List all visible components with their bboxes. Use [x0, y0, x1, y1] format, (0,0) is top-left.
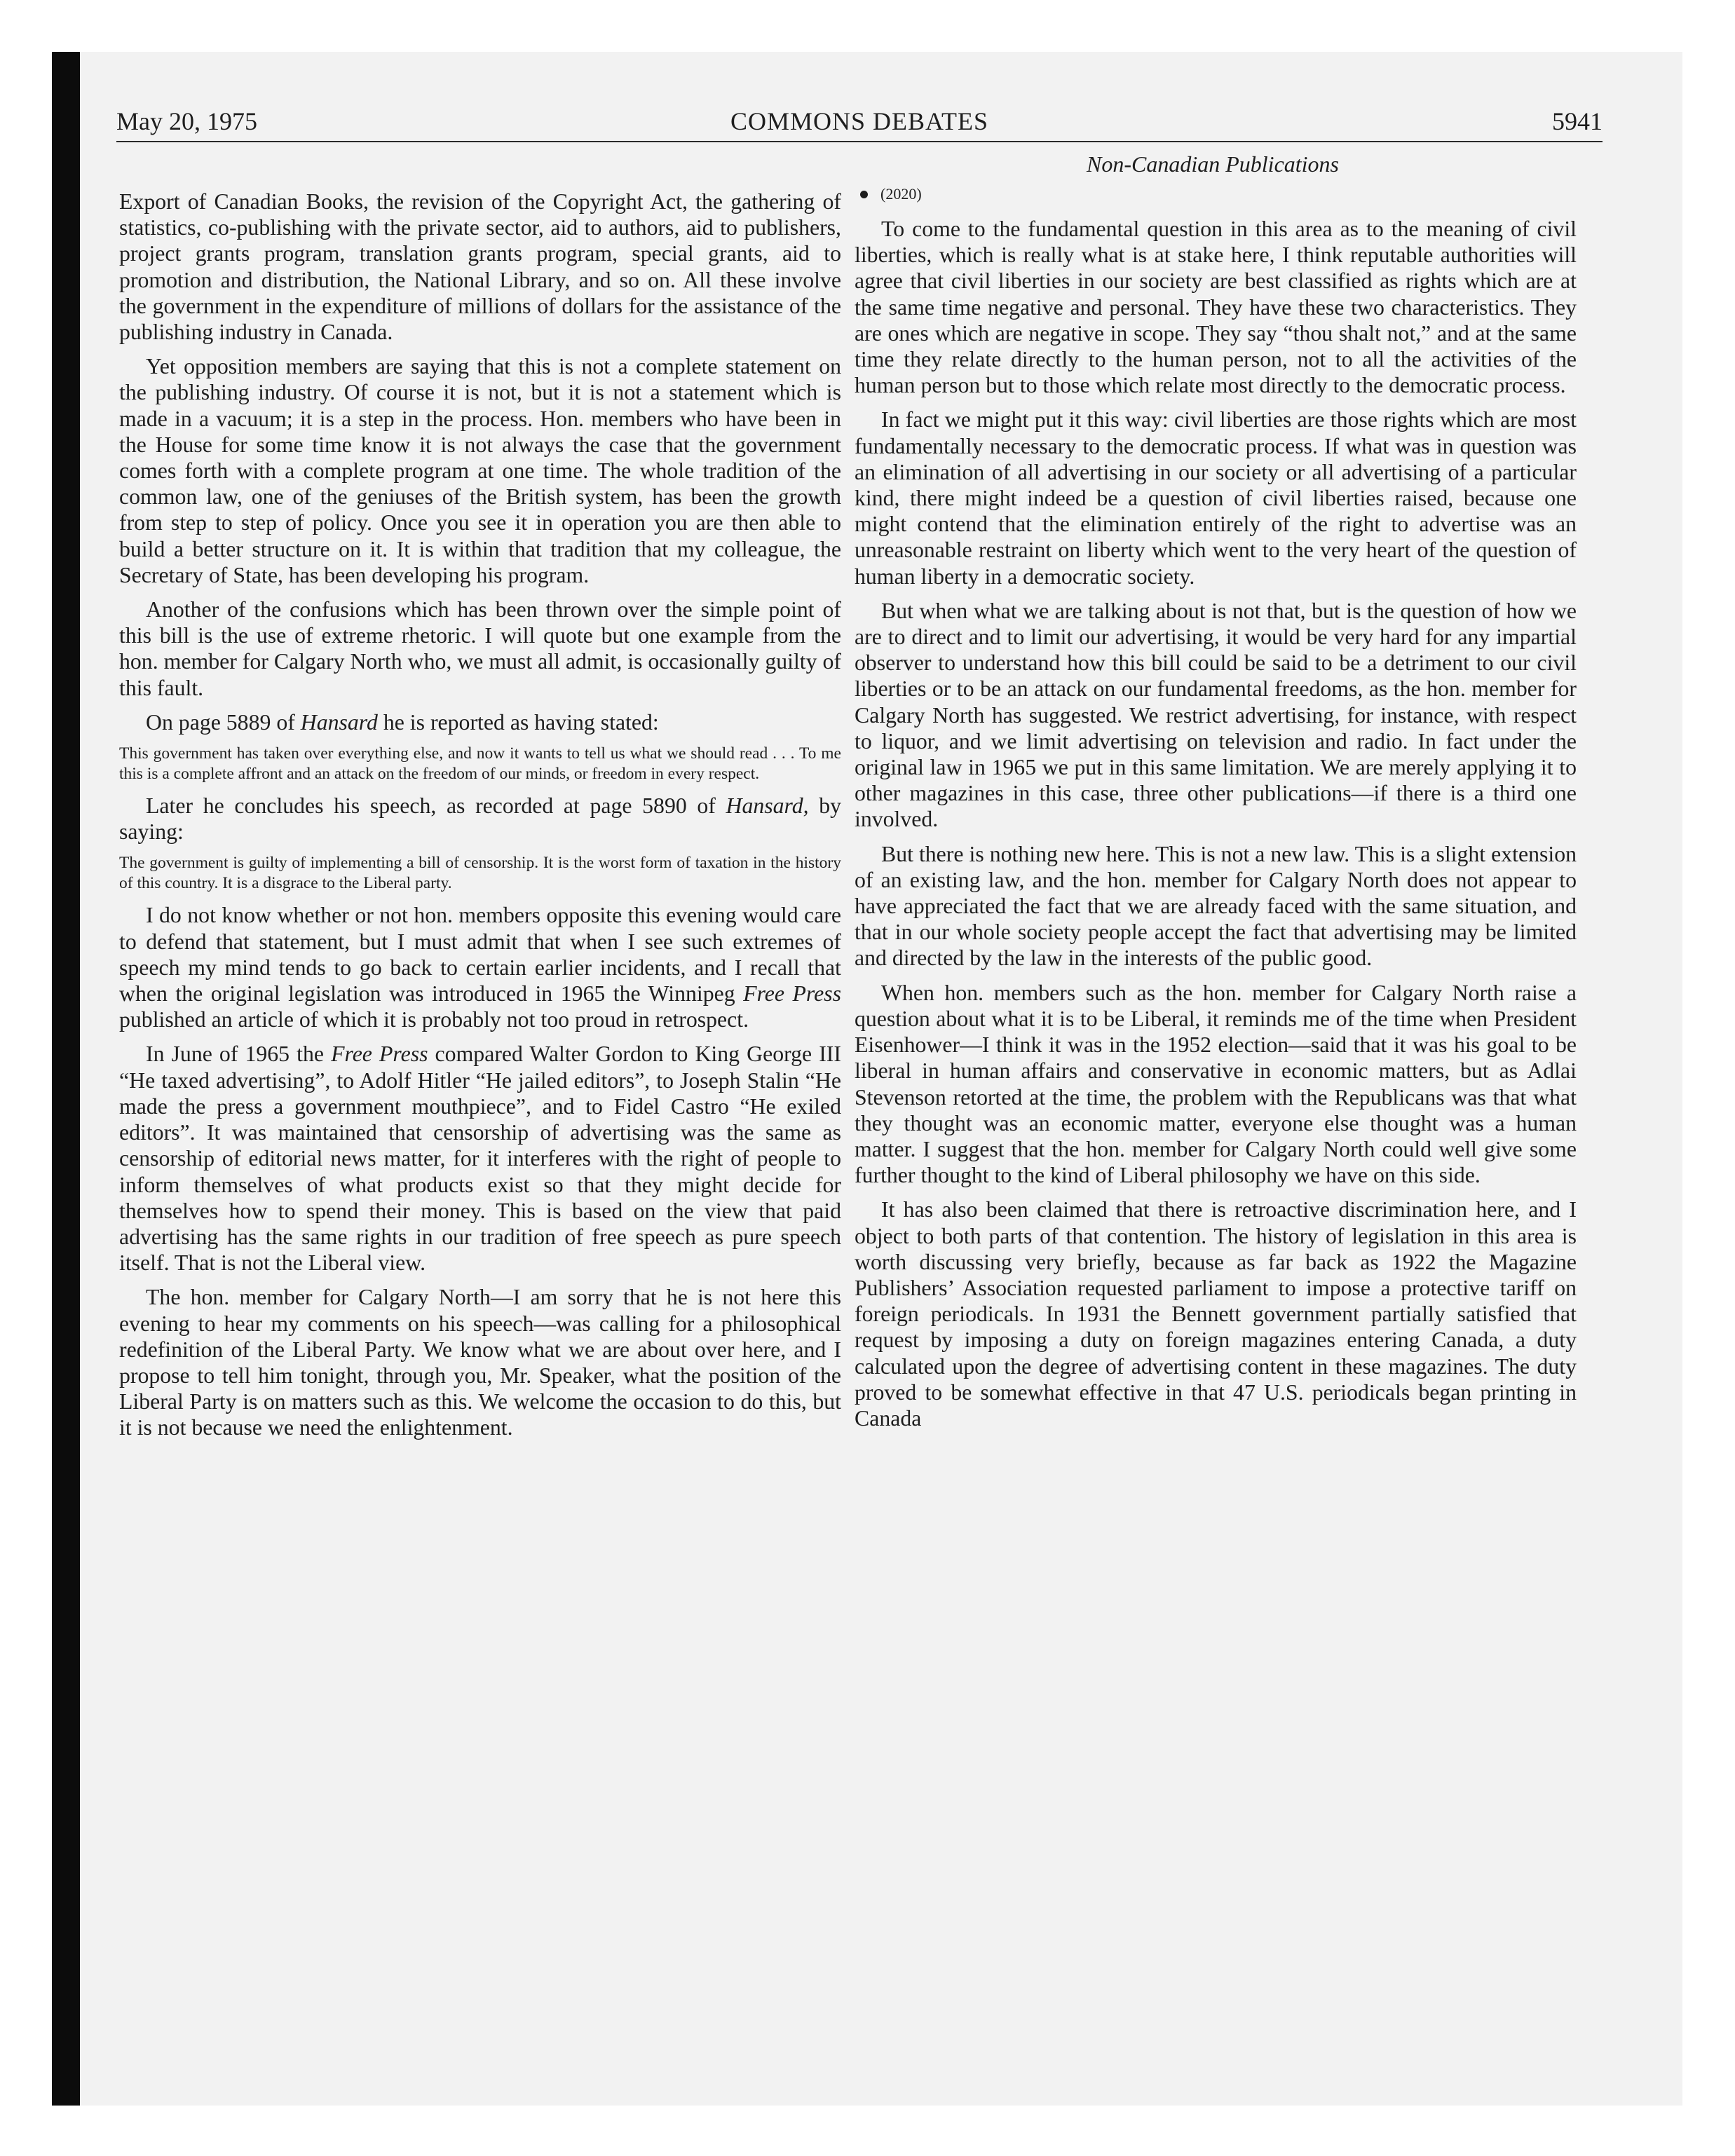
paragraph	[119, 1041, 841, 1276]
block-quote: The government is guilty of implementing a bill of censorship. It is the worst form of taxation in the history of this country. It is a disgrace to the Liberal party.	[119, 854, 841, 893]
header-date: May 20, 1975	[116, 107, 257, 135]
text-run: by saying:	[119, 793, 842, 845]
page-header	[116, 98, 1603, 140]
text-run: I do not know whether or not hon. members opposite this evening would care to defend that statement, but I must admit that when I see such extremes of speech my mind tends to go back to certain earlier incidents, and I recall that when the original legislation was introduced in 1965 the Winnipeg	[119, 903, 841, 1007]
header-title: COMMONS DEBATES	[730, 107, 989, 135]
right-column	[855, 184, 1577, 1440]
text-run: Later he concludes his speech, as recorded at page 5890 of	[146, 793, 726, 819]
italic-free-press: Free Press	[331, 1042, 428, 1067]
text-run: published an article of which it is probably not too proud in retrospect.	[119, 1007, 749, 1032]
paragraph	[119, 709, 841, 735]
debate-subject: Non-Canadian Publications	[1087, 151, 1339, 177]
paragraph	[119, 793, 841, 845]
text-run: In June of 1965 the	[146, 1042, 332, 1067]
time-marker	[855, 184, 1577, 205]
left-column	[119, 189, 841, 1449]
paragraph: But there is nothing new here. This is not a new law. This is a slight extension of an existing law, and the hon. member for Calgary North does not appear to have appreciated the fact that we are already faced with the same situation, and that in our whole society people accept the fact that advertising may be limited and directed by the law in the interests of the public good.	[855, 841, 1577, 971]
italic-hansard: Hansard	[300, 709, 378, 735]
text-run: compared Walter Gordon to King George III “He taxed advertising”, to Adolf Hitler “He jailed editors”, to Joseph Stalin “He made the press a government mouthpiece”, and to Fidel Castro “He exiled editors”. It was maintained that censorship of advertising was the same as censorship of editorial news matter, for it interferes with the right of people to inform themselves of what products exist so that they might decide for themselves how to spend their money. This is based on the view that paid advertising has the same rights in our tradition of free speech as pure speech itself. That is not the Liberal view.	[119, 1042, 841, 1276]
text-run: On page 5889 of	[146, 709, 301, 735]
paragraph: When hon. members such as the hon. member for Calgary North raise a question about what it is to be Liberal, it reminds me of the time when President Eisenhower—I think it was in the 1952 election—said that it was his goal to be liberal in human affairs and conservative in economic matters, but as Adlai Stevenson retorted at the time, the problem with the Republicans was that what they thought was an economic matter, everyone else thought was a human matter. I suggest that the hon. member for Calgary North could well give some further thought to the kind of Liberal philosophy we have on this side.	[855, 980, 1577, 1188]
scan-edge-bar	[52, 52, 80, 2106]
header-page-number: 5941	[1552, 107, 1603, 135]
italic-hansard: Hansard,	[726, 793, 809, 819]
paragraph: Yet opposition members are saying that this is not a complete statement on the publishing industry. Of course it is not, but it is not a statement which is made in a vacuum; it is a step in the process. Hon. members who have been in the House for some time know it is not always the case that the government comes forth with a complete program at one time. The whole tradition of the common law, one of the geniuses of the British system, has been the growth from step to step of policy. Once you see it in operation you are then able to build a better structure on it. It is within that tradition that my colleague, the Secretary of State, has been developing his program.	[119, 354, 841, 587]
paragraph: In fact we might put it this way: civil liberties are those rights which are most fundamentally necessary to the democratic process. If what was in question was an elimination of all advertising in our society or all advertising of a particular kind, there might indeed be a question of civil liberties raised, because one might contend that the elimination entirely of the right to advertise was an unreasonable restraint on liberty which went to the very heart of the question of human liberty in a democratic society.	[855, 407, 1577, 589]
italic-free-press: Free Press	[743, 981, 841, 1007]
paragraph: Export of Canadian Books, the revision of the Copyright Act, the gathering of statistics, co-publishing with the private sector, aid to authors, aid to publishers, project grants program, translation grants program, special grants, aid to promotion and distribution, the National Library, and so on. All these involve the government in the expenditure of millions of dollars for the assistance of the publishing industry in Canada.	[119, 189, 841, 345]
header-rule	[116, 141, 1603, 142]
paragraph: But when what we are talking about is not that, but is the question of how we are to direct and to limit our advertising, it would be very hard for any impartial observer to understand how this bill could be said to be a detriment to our civil liberties or to be an attack on our fundamental freedoms, as the hon. member for Calgary North has suggested. We restrict advertising, for instance, with respect to liquor, and we limit advertising on television and radio. In fact under the original law in 1965 we put in this same limitation. We are merely applying it to other magazines in this case, three other publications—if there is a third one involved.	[855, 598, 1577, 832]
paragraph: The hon. member for Calgary North—I am sorry that he is not here this evening to hear my comments on his speech—was calling for a philosophical redefinition of the Liberal Party. We know what we are about over here, and I propose to tell him tonight, through you, Mr. Speaker, what the position of the Liberal Party is on matters such as this. We welcome the occasion to do this, but it is not because we need the enlightenment.	[119, 1285, 841, 1440]
text-run: he is reported as having stated:	[377, 709, 659, 735]
bullet-icon	[860, 191, 868, 198]
block-quote: This government has taken over everything else, and now it wants to tell us what we should read . . . To me this is a complete affront and an attack on the freedom of our minds, or freedom in every respect.	[119, 744, 841, 784]
time-marker-text: (2020)	[880, 185, 922, 203]
paragraph: Another of the confusions which has been thrown over the simple point of this bill is the use of extreme rhetoric. I will quote but one example from the hon. member for Calgary North who, we must all admit, is occasionally guilty of this fault.	[119, 597, 841, 700]
paragraph	[119, 902, 841, 1032]
paragraph: To come to the fundamental question in this area as to the meaning of civil liberties, which is really what is at stake here, I think reputable authorities will agree that civil liberties in our society are best classified as rights which are at the same time negative and personal. They have these two characteristics. They are ones which are negative in scope. They say “thou shalt not,” and at the same time they relate directly to the human person, not to all the activities of the human person but to those which relate most directly to the democratic process.	[855, 217, 1577, 398]
paragraph: It has also been claimed that there is retroactive discrimination here, and I object to both parts of that contention. The history of legislation in this area is worth discussing very briefly, because as far back as 1922 the Magazine Publishers’ Association requested parliament to impose a protective tariff on foreign periodicals. In 1931 the Bennett government partially satisfied that request by imposing a duty on foreign magazines entering Canada, a duty calculated upon the degree of advertising content in these magazines. The duty proved to be somewhat effective in that 47 U.S. periodicals began printing in Canada	[855, 1197, 1577, 1431]
